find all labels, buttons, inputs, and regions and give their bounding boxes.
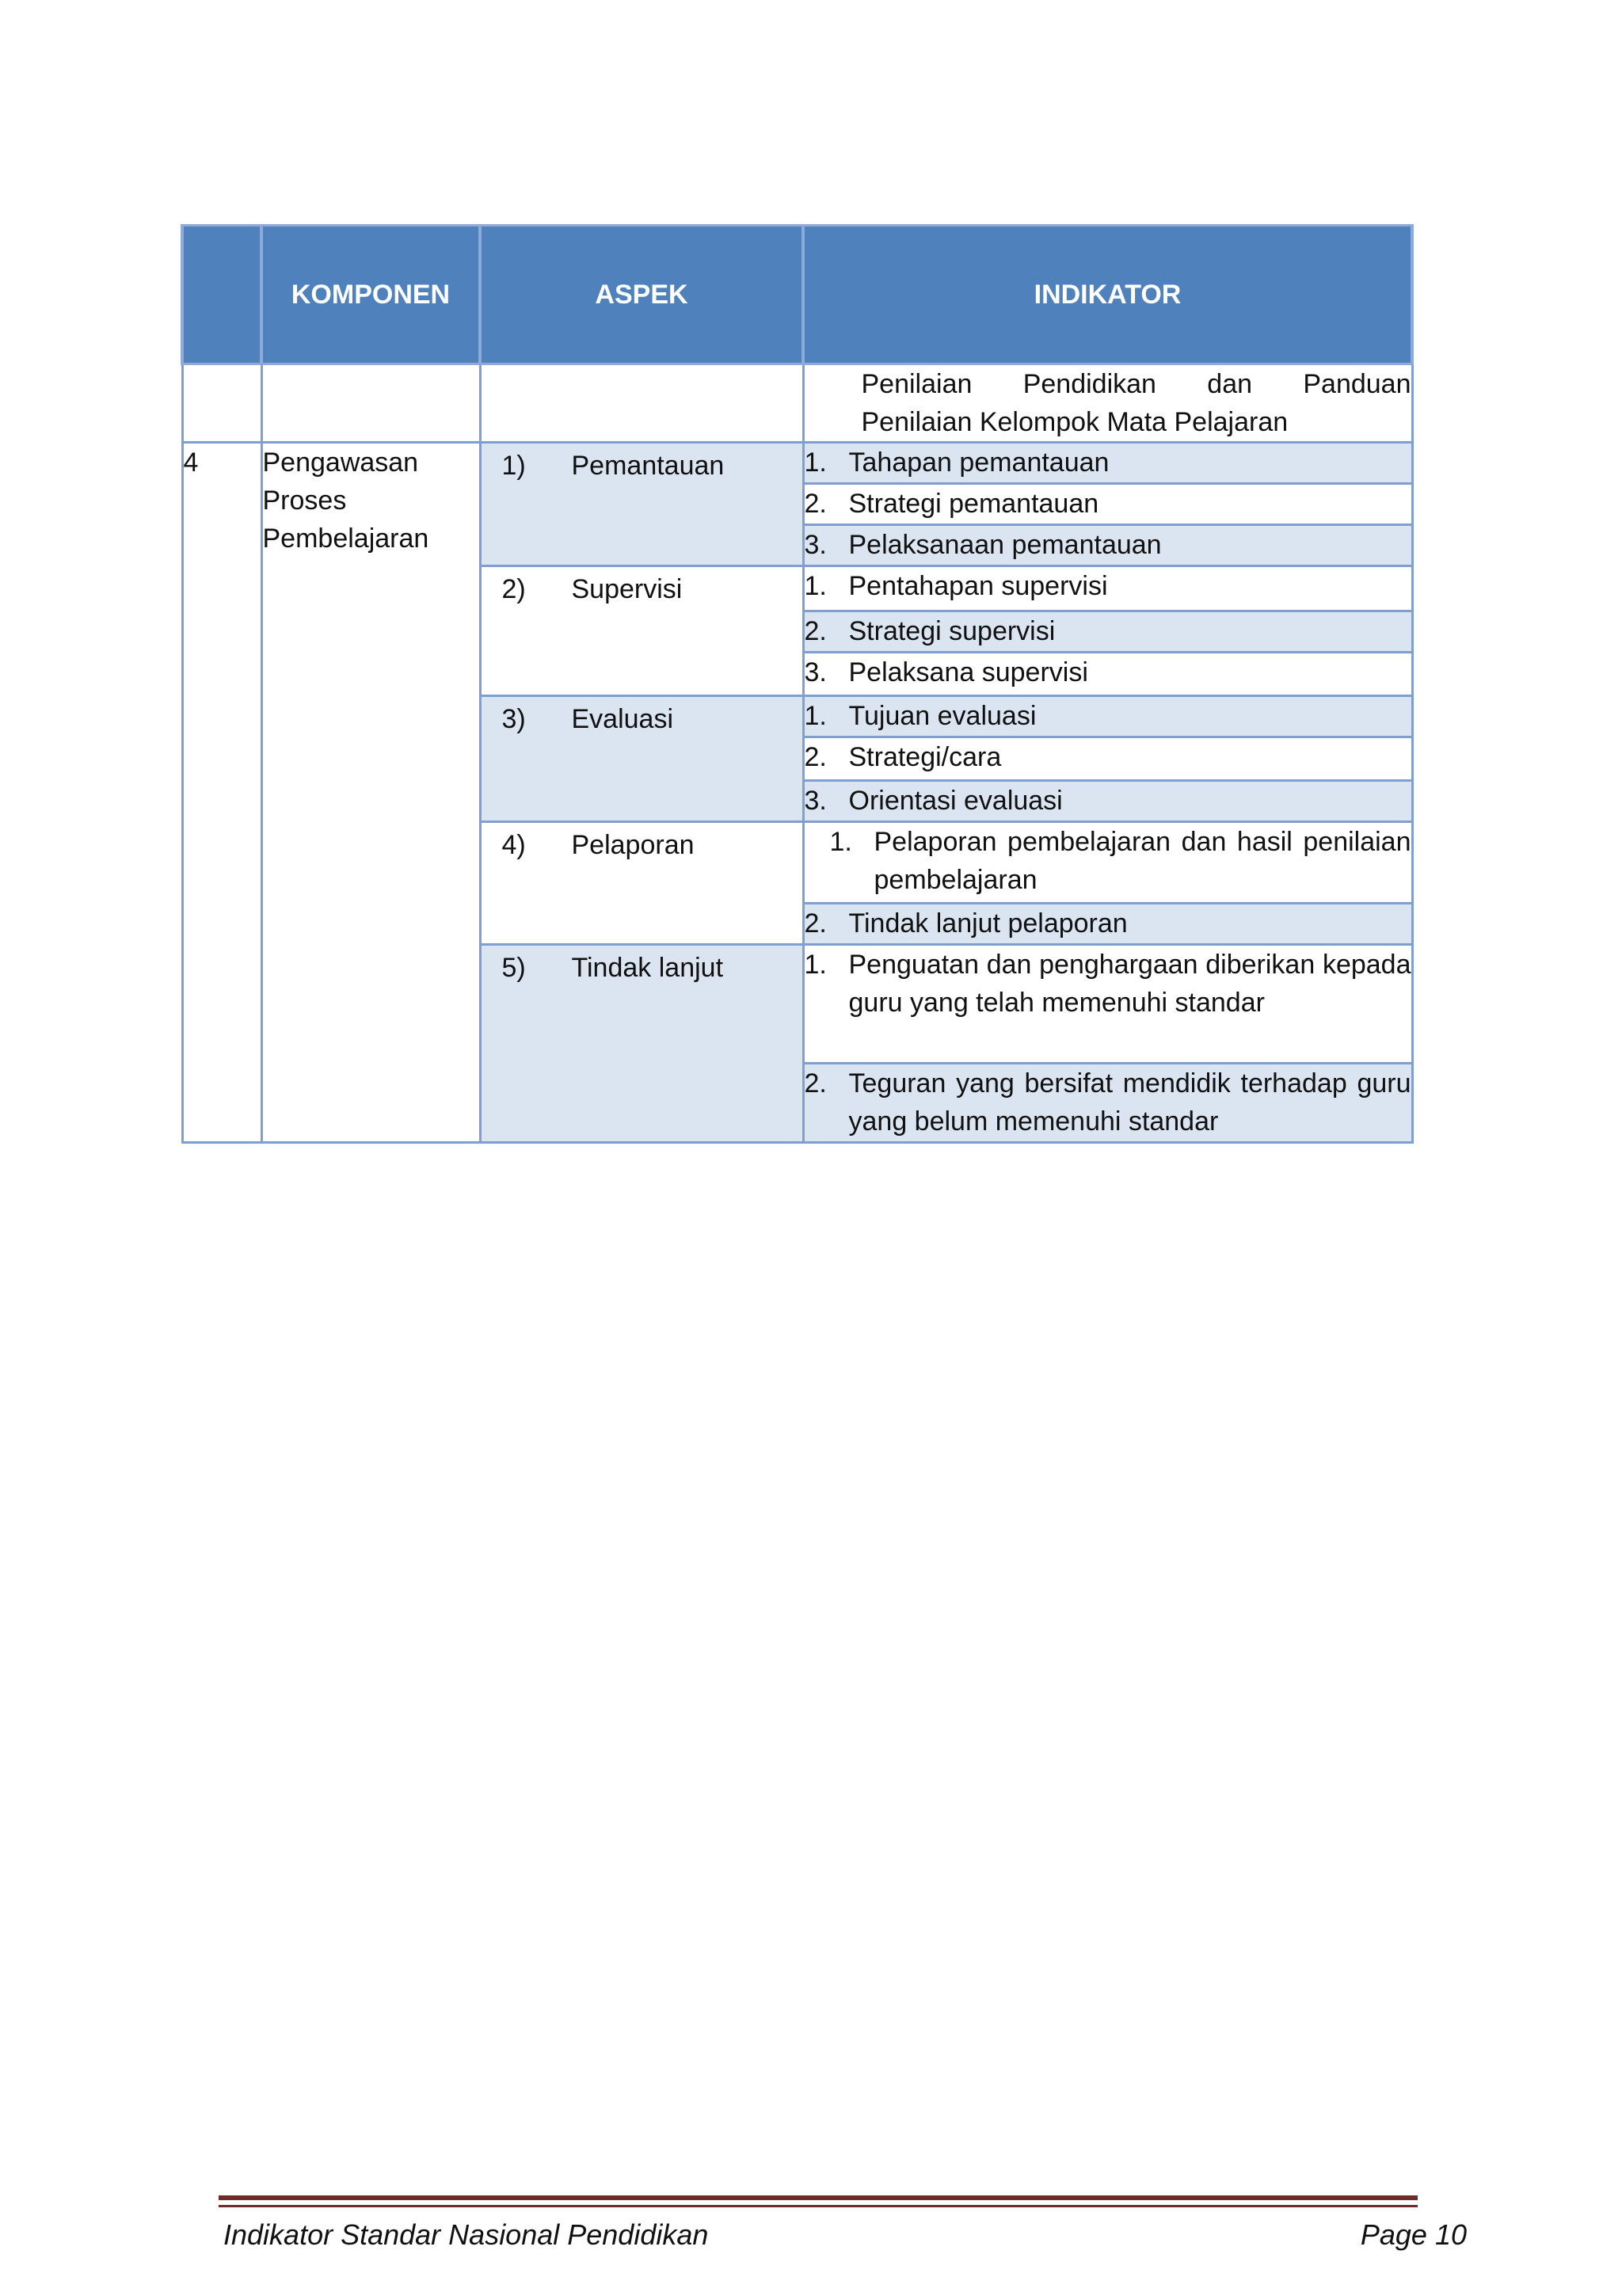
indicator-cell — [803, 1064, 1412, 1143]
aspek-label: Evaluasi — [571, 704, 674, 734]
continued-indicator-cell — [803, 364, 1412, 443]
indicator-cell — [803, 781, 1412, 822]
indicator-number: 3. — [804, 786, 827, 816]
aspek-number: 5) — [501, 953, 526, 983]
indicator-text: Pelaporan pembelajaran dan hasil penilaian pembelajaran — [874, 827, 1411, 895]
indicator-table — [181, 224, 1414, 1143]
header-aspek: ASPEK — [480, 226, 803, 364]
indicator-cell — [803, 737, 1412, 781]
aspek-cell-1 — [480, 443, 803, 566]
indicator-text: Strategi pemantauan — [848, 489, 1099, 519]
footer-rule — [219, 2195, 1418, 2200]
indicator-number: 2. — [804, 1068, 827, 1099]
indicator-text: Pelaksana supervisi — [848, 657, 1088, 687]
indicator-number: 1. — [804, 950, 827, 980]
indicator-text: Tindak lanjut pelaporan — [848, 908, 1128, 939]
footer-page-number: Page 10 — [1360, 2218, 1467, 2251]
indicator-number: 3. — [804, 657, 827, 687]
indicator-number: 2. — [804, 489, 827, 519]
indicator-text: Pelaksanaan pemantauan — [848, 530, 1162, 560]
header-number — [182, 226, 261, 364]
indicator-cell — [803, 484, 1412, 525]
header-indikator: INDIKATOR — [803, 226, 1412, 364]
aspek-cell-4 — [480, 822, 803, 945]
indicator-text: Tujuan evaluasi — [848, 701, 1037, 731]
aspek-number: 1) — [501, 451, 526, 481]
indicator-text: Penguatan dan penghargaan diberikan kepada guru yang telah memenuhi standar — [848, 950, 1411, 1018]
komponen-cell — [261, 443, 480, 1143]
continued-indicator-line1: Penilaian Pendidikan dan Panduan — [861, 369, 1411, 399]
indicator-cell — [803, 904, 1412, 945]
aspek-label: Pelaporan — [571, 830, 695, 860]
continued-indicator-line2: Penilaian Kelompok Mata Pelajaran — [861, 407, 1289, 437]
indicator-text: Pentahapan supervisi — [848, 571, 1108, 601]
continued-komponen-cell — [261, 364, 480, 443]
komponen-text: Pengawasan Proses Pembelajaran — [262, 447, 429, 554]
indicator-text: Strategi/cara — [848, 742, 1002, 772]
aspek-cell-3 — [480, 696, 803, 822]
indicator-text: Orientasi evaluasi — [848, 786, 1063, 816]
indicator-cell — [803, 566, 1412, 611]
continued-number-cell — [182, 364, 261, 443]
aspek-number: 2) — [501, 574, 526, 604]
continued-row — [182, 364, 1412, 443]
indicator-cell — [803, 822, 1412, 904]
indicator-cell — [803, 696, 1412, 737]
indicator-cell — [803, 611, 1412, 653]
table-header-row — [182, 226, 1412, 364]
footer-title: Indikator Standar Nasional Pendidikan — [223, 2218, 709, 2251]
table-row — [182, 443, 1412, 484]
indicator-text: Tahapan pemantauan — [848, 447, 1110, 478]
aspek-label: Supervisi — [571, 574, 683, 604]
indicator-number: 1. — [829, 827, 852, 857]
indicator-text: Teguran yang bersifat mendidik terhadap guru yang belum memenuhi standar — [848, 1068, 1411, 1137]
indicator-text: Strategi supervisi — [848, 616, 1056, 646]
row-number: 4 — [182, 443, 261, 1143]
aspek-cell-2 — [480, 566, 803, 696]
indicator-cell — [803, 525, 1412, 566]
aspek-number: 4) — [501, 830, 526, 860]
indicator-number: 2. — [804, 908, 827, 939]
indicator-number: 1. — [804, 447, 827, 478]
indicator-cell — [803, 945, 1412, 1064]
header-komponen: KOMPONEN — [261, 226, 480, 364]
indicator-number: 1. — [804, 571, 827, 601]
indicator-number: 1. — [804, 701, 827, 731]
footer-rule-thin — [219, 2205, 1418, 2207]
aspek-label: Tindak lanjut — [571, 953, 724, 983]
indicator-number: 2. — [804, 616, 827, 646]
indicator-number: 2. — [804, 742, 827, 772]
indicator-cell — [803, 653, 1412, 696]
continued-aspek-cell — [480, 364, 803, 443]
aspek-number: 3) — [501, 704, 526, 734]
aspek-cell-5 — [480, 945, 803, 1143]
indicator-number: 3. — [804, 530, 827, 560]
aspek-label: Pemantauan — [571, 451, 725, 481]
indicator-cell — [803, 443, 1412, 484]
